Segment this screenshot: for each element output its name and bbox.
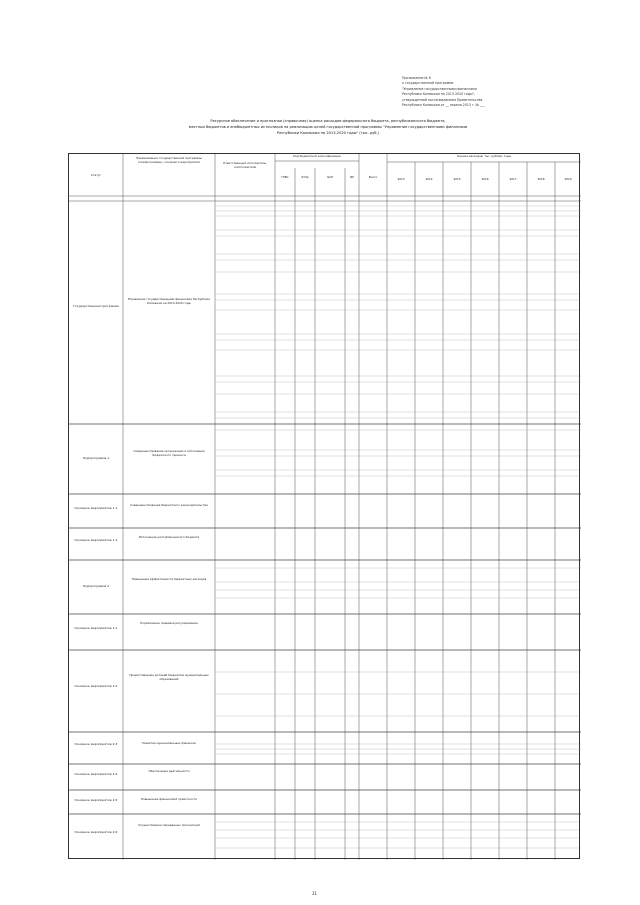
row-status: Основное мероприятие 2.5 <box>74 798 118 802</box>
resource-table <box>68 153 580 859</box>
col-header-budget-codes: Код бюджетной классификации <box>293 154 341 158</box>
col-header-name: Наименование государственной программы (подпрограммы), основного мероприятия <box>136 156 202 164</box>
col-header-csr: ЦСР <box>327 175 333 179</box>
col-header-year: 2016 <box>481 177 489 181</box>
row-status: Основное мероприятие 2.3 <box>74 742 118 746</box>
approval-header-line: Республики Калмыкия от __ апреля 2013 г. № ___ <box>402 103 485 108</box>
row-program-name: Обеспечение деятельности <box>148 769 190 773</box>
col-header-year: 2019 <box>564 177 572 181</box>
col-header-year: 2013 <box>397 177 405 181</box>
col-header-grbs: ГРБС <box>281 175 289 179</box>
row-status: Основное мероприятие 2.6 <box>74 830 118 834</box>
col-header-total: Всего <box>368 175 378 179</box>
row-program-name: Совершенствование бюджетного законодательства <box>130 503 208 507</box>
row-status: Основное мероприятие 2.2 <box>74 684 118 688</box>
approval-header-line: Приложение № 6 <box>402 76 431 80</box>
document-title <box>128 118 528 136</box>
title-line: местных бюджетов и внебюджетных источников на реализацию целей государственной программы "Управление государственными финансами <box>188 125 468 129</box>
approval-header-line: к государственной программе <box>402 81 454 86</box>
row-program-name: Предоставление дотаций бюджетам муниципальных образований <box>129 673 209 681</box>
row-status: Подпрограмма 2 <box>82 584 110 588</box>
row-program-name: Исполнение республиканского бюджета <box>138 535 200 539</box>
row-status: Основное мероприятие 1.1 <box>74 506 118 510</box>
col-header-vr: ВР <box>350 175 354 179</box>
approval-header-line: Республики Калмыкия на 2013-2020 годы", <box>402 92 476 97</box>
approval-header <box>402 76 602 108</box>
approval-header-line: "Управление государственными финансами <box>402 86 477 91</box>
col-header-rzpr: РзПр <box>301 175 309 179</box>
row-status: Основное мероприятие 2.1 <box>74 626 118 630</box>
row-status: Государственная программа <box>73 304 119 308</box>
col-header-year: 2018 <box>537 177 545 181</box>
row-status: Подпрограмма 1 <box>82 456 110 460</box>
row-program-name: Управление государственными финансами Республики Калмыкия на 2013-2020 годы <box>127 297 211 305</box>
col-header-year: 2017 <box>509 177 517 181</box>
row-program-name: Развитие муниципальных финансов <box>142 741 196 745</box>
row-program-name: Повышение эффективности бюджетных расходов <box>131 577 207 581</box>
title-line: Ресурсное обеспечение и прогнозная (справочная) оценка расходов федерального бюджета, республиканского бюджета, <box>210 119 446 123</box>
row-status: Основное мероприятие 1.2 <box>74 538 118 542</box>
row-program-name: Осуществление переданных полномочий <box>138 823 200 827</box>
col-header-executor: Ответственный исполнитель, соисполнители <box>223 161 267 169</box>
row-program-name: Нормативное правовое регулирование <box>140 621 198 625</box>
col-header-status: Статус <box>90 173 102 177</box>
title-line: Республики Калмыкия на 2013-2020 годы" (тыс. руб.) <box>276 131 380 135</box>
col-header-year: 2014 <box>425 177 433 181</box>
row-status: Основное мероприятие 2.4 <box>74 772 118 776</box>
row-program-name: Совершенствование организации и исполнения бюджетного процесса <box>133 449 205 457</box>
row-program-name: Повышение финансовой грамотности <box>140 797 198 801</box>
col-header-year: 2015 <box>453 177 461 181</box>
approval-header-line: утвержденной постановлением Правительства <box>402 97 483 102</box>
col-header-estimate: Оценка расходов, тыс. рублей, годы <box>456 154 512 158</box>
page-number: 31 <box>312 891 318 896</box>
